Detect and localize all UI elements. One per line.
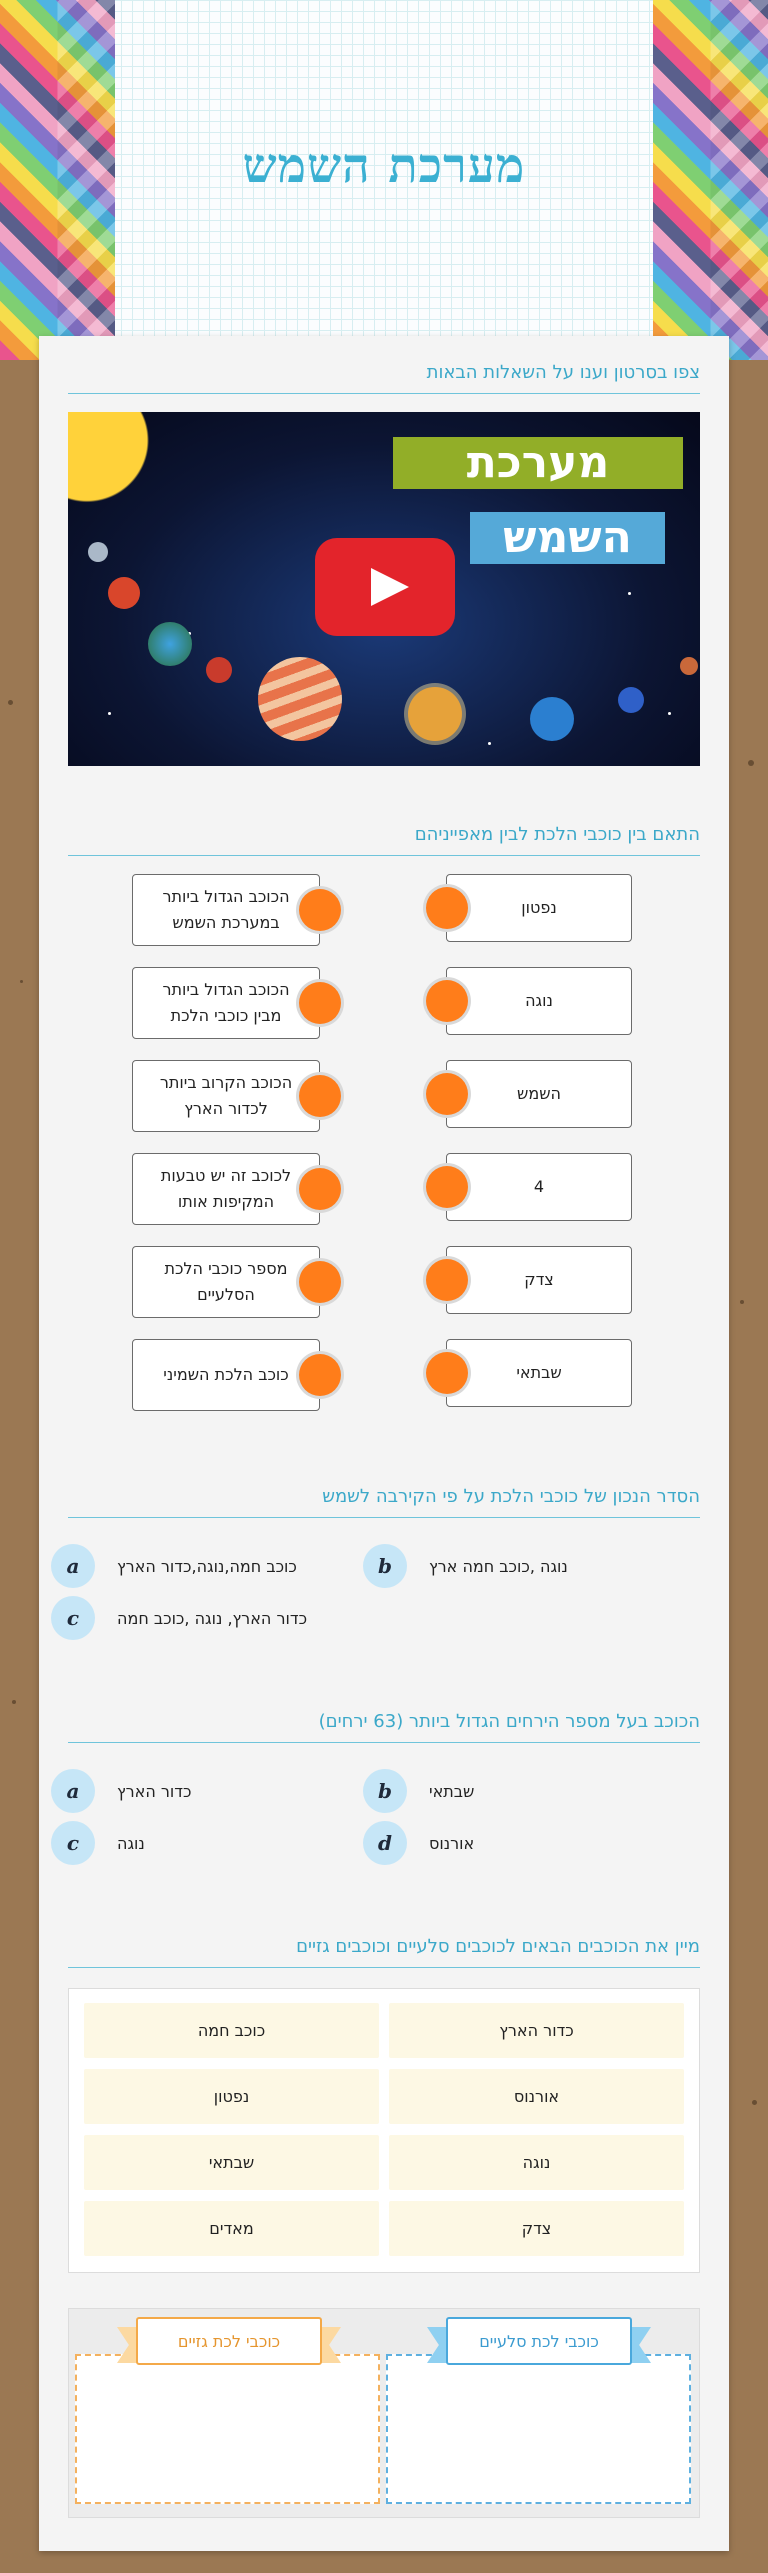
- background-speck: [8, 700, 13, 705]
- order-option-a[interactable]: [51, 1544, 381, 1588]
- background-speck: [752, 2100, 757, 2105]
- sort-item[interactable]: כוכב חמה: [84, 2003, 379, 2058]
- planet-illustration: [148, 622, 192, 666]
- option-text: אורנוס: [429, 1833, 475, 1853]
- rocky-bin-label-ribbon: [429, 2317, 649, 2365]
- moons-question-heading: הכוכב בעל מספר הירחים הגדול ביותר (63 ירחים): [68, 1711, 700, 1743]
- match-right-item[interactable]: נפטון: [446, 874, 632, 942]
- option-letter-badge: c: [51, 1596, 95, 1640]
- sort-items-area: [68, 1988, 700, 2273]
- video-player[interactable]: [68, 412, 700, 766]
- page-header: [0, 0, 768, 360]
- match-connector-dot-right[interactable]: [426, 1259, 468, 1301]
- match-connector-dot-left[interactable]: [299, 889, 341, 931]
- match-left-item[interactable]: הכוכב הגדול ביותר מבין כוכבי הלכת: [132, 967, 320, 1039]
- option-text: כדור הארץ: [117, 1781, 192, 1801]
- page-title: מערכת השמש: [242, 138, 526, 194]
- match-connector-dot-right[interactable]: [426, 887, 468, 929]
- option-text: כדור הארץ, נוגה ,כוכב חמה: [117, 1608, 308, 1628]
- order-option-c[interactable]: [51, 1596, 381, 1640]
- planet-illustration: [108, 577, 140, 609]
- moons-option-b[interactable]: [363, 1769, 693, 1813]
- play-button[interactable]: [315, 538, 455, 636]
- option-letter-badge: b: [363, 1544, 407, 1588]
- sort-bins: [68, 2308, 700, 2518]
- video-thumbnail-title-line1: מערכת: [393, 437, 683, 489]
- rocky-bin-label: כוכבי לכת סלעיים: [446, 2317, 632, 2365]
- planet-illustration: [408, 687, 462, 741]
- match-connector-dot-right[interactable]: [426, 980, 468, 1022]
- sort-item[interactable]: צדק: [389, 2201, 684, 2256]
- match-connector-dot-left[interactable]: [299, 1354, 341, 1396]
- match-connector-dot-right[interactable]: [426, 1073, 468, 1115]
- option-text: כוכב חמה,נוגה,כדור הארץ: [117, 1556, 297, 1576]
- match-connector-dot-right[interactable]: [426, 1166, 468, 1208]
- match-right-item[interactable]: השמש: [446, 1060, 632, 1128]
- gas-bin-label-ribbon: [119, 2317, 339, 2365]
- match-left-item[interactable]: מספר כוכבי הלכת הסלעיים: [132, 1246, 320, 1318]
- planet-illustration: [680, 657, 698, 675]
- video-thumbnail-title-line2: השמש: [470, 512, 665, 564]
- moons-option-c[interactable]: [51, 1821, 381, 1865]
- decorative-chevron-right: [653, 0, 768, 360]
- decorative-chevron-left: [0, 0, 115, 360]
- match-left-item[interactable]: הכוכב הגדול ביותר במערכת השמש: [132, 874, 320, 946]
- match-connector-dot-right[interactable]: [426, 1352, 468, 1394]
- sort-item[interactable]: נוגה: [389, 2135, 684, 2190]
- match-section-heading: התאם בין כוכבי הלכת לבין מאפייניהם: [68, 824, 700, 856]
- option-letter-badge: d: [363, 1821, 407, 1865]
- sort-item[interactable]: נפטון: [84, 2069, 379, 2124]
- option-letter-badge: b: [363, 1769, 407, 1813]
- rocky-planets-drop-zone[interactable]: [386, 2354, 691, 2504]
- moons-option-a[interactable]: [51, 1769, 381, 1813]
- planet-illustration: [258, 657, 342, 741]
- video-section-heading: צפו בסרטון וענו על השאלות הבאות: [68, 362, 700, 394]
- order-option-b[interactable]: [363, 1544, 693, 1588]
- gas-bin-label: כוכבי לכת גזיים: [136, 2317, 322, 2365]
- option-text: שבתאי: [429, 1781, 475, 1801]
- option-text: נוגה: [117, 1833, 145, 1853]
- worksheet-card: [39, 336, 729, 2551]
- background-speck: [12, 1700, 16, 1704]
- moons-option-d[interactable]: [363, 1821, 693, 1865]
- gas-planets-drop-zone[interactable]: [75, 2354, 380, 2504]
- match-right-item[interactable]: 4: [446, 1153, 632, 1221]
- sort-item[interactable]: כדור הארץ: [389, 2003, 684, 2058]
- planet-illustration: [618, 687, 644, 713]
- order-question-heading: הסדר הנכון של כוכבי הלכת על פי הקירבה לשמש: [68, 1486, 700, 1518]
- planet-illustration: [88, 542, 108, 562]
- sort-item[interactable]: מאדים: [84, 2201, 379, 2256]
- match-left-item[interactable]: לכוכב זה יש טבעות המקיפות אותו: [132, 1153, 320, 1225]
- sort-section-heading: מיין את הכוכבים הבאים לכוכבים סלעיים וכוכבים גזיים: [68, 1936, 700, 1968]
- match-right-item[interactable]: נוגה: [446, 967, 632, 1035]
- option-text: נוגה ,כוכב חמה ארץ: [429, 1556, 568, 1576]
- option-letter-badge: c: [51, 1821, 95, 1865]
- sort-item[interactable]: שבתאי: [84, 2135, 379, 2190]
- match-connector-dot-left[interactable]: [299, 982, 341, 1024]
- match-connector-dot-left[interactable]: [299, 1261, 341, 1303]
- match-right-item[interactable]: שבתאי: [446, 1339, 632, 1407]
- planet-illustration: [530, 697, 574, 741]
- option-letter-badge: a: [51, 1544, 95, 1588]
- match-left-item[interactable]: כוכב הלכת השמיני: [132, 1339, 320, 1411]
- background-speck: [740, 1300, 744, 1304]
- match-right-item[interactable]: צדק: [446, 1246, 632, 1314]
- option-letter-badge: a: [51, 1769, 95, 1813]
- match-connector-dot-left[interactable]: [299, 1168, 341, 1210]
- match-connector-dot-left[interactable]: [299, 1075, 341, 1117]
- background-speck: [748, 760, 754, 766]
- sort-item[interactable]: אורנוס: [389, 2069, 684, 2124]
- background-speck: [20, 980, 23, 983]
- match-left-item[interactable]: הכוכב הקרוב ביותר לכדור הארץ: [132, 1060, 320, 1132]
- planet-illustration: [206, 657, 232, 683]
